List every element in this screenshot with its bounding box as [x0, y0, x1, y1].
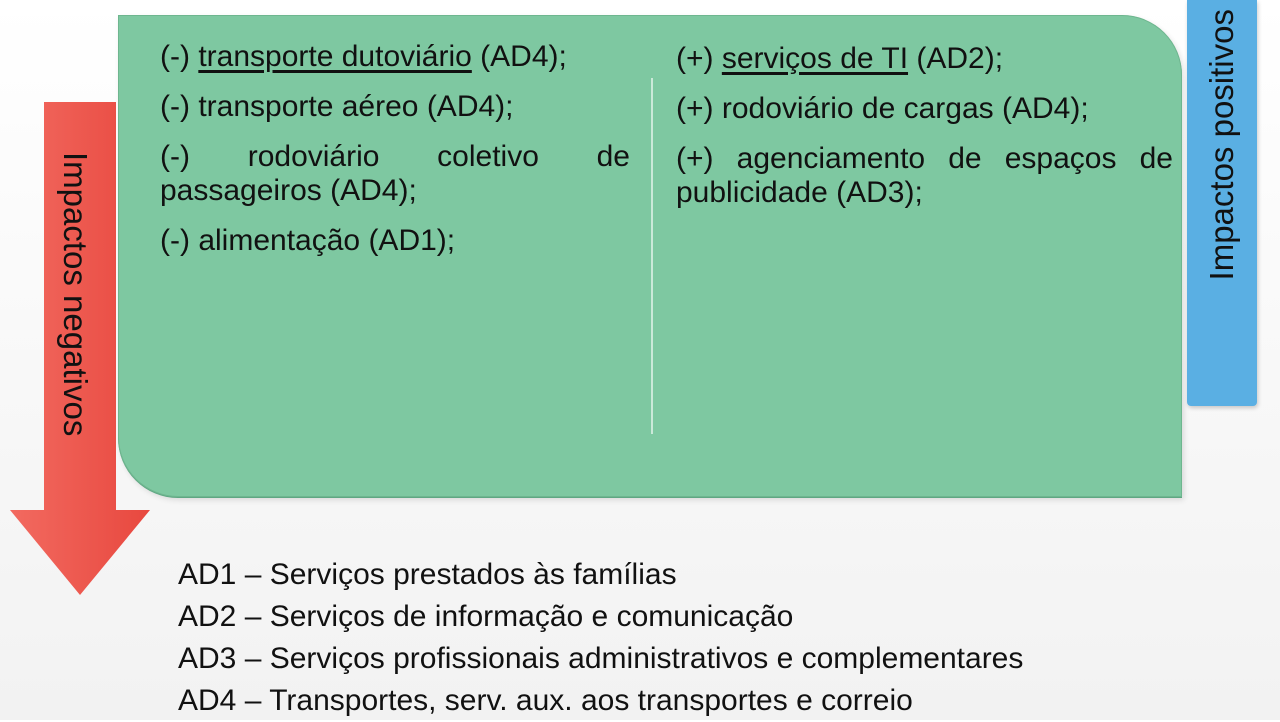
- positive-item: (+) rodoviário de cargas (AD4);: [676, 92, 1089, 125]
- positive-impacts-list: [676, 42, 1173, 226]
- positive-item: (+) serviços de TI (AD2);: [676, 42, 1004, 75]
- positive-item: (+) agenciamento de espaços de publicidade (AD3);: [676, 142, 1173, 209]
- legend-item-ad1: AD1 – Serviços prestados às famílias: [178, 558, 677, 591]
- negative-impacts-label: Impactos negativos: [57, 152, 94, 437]
- positive-impacts-label: Impactos positivos: [1203, 9, 1240, 281]
- legend-item-ad4: AD4 – Transportes, serv. aux. aos transportes e correio: [178, 684, 913, 717]
- negative-item: (-) rodoviário coletivo de passageiros (AD4);: [160, 140, 630, 207]
- negative-item: (-) transporte dutoviário (AD4);: [160, 40, 567, 73]
- legend-item-ad3: AD3 – Serviços profissionais administrativos e complementares: [178, 642, 1024, 675]
- negative-impacts-list: [160, 40, 630, 274]
- negative-item: (-) alimentação (AD1);: [160, 224, 456, 257]
- negative-item: (-) transporte aéreo (AD4);: [160, 90, 514, 123]
- column-divider: [651, 78, 653, 434]
- legend-item-ad2: AD2 – Serviços de informação e comunicação: [178, 600, 794, 633]
- legend: [178, 554, 1268, 722]
